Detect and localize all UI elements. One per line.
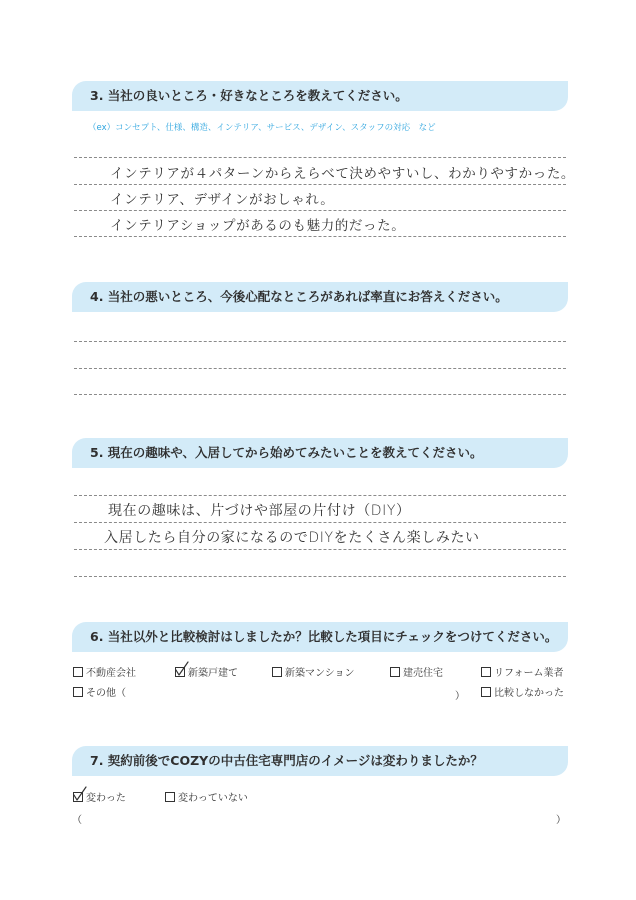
checkbox-none[interactable] bbox=[481, 687, 564, 701]
answer-line bbox=[74, 522, 566, 523]
checkbox-shinchiku-mansion[interactable] bbox=[272, 667, 355, 681]
checkbox-box[interactable] bbox=[481, 667, 491, 677]
checkbox-label: 不動産会社 bbox=[86, 668, 136, 679]
check-mark-icon bbox=[175, 661, 189, 677]
answer-line bbox=[74, 341, 566, 342]
checkbox-box[interactable] bbox=[272, 667, 282, 677]
answer-line bbox=[74, 157, 566, 158]
answer-line bbox=[74, 576, 566, 577]
q3-answer-2: インテリア、デザインがおしゃれ。 bbox=[110, 192, 335, 208]
checkbox-box[interactable] bbox=[73, 687, 83, 697]
answer-line bbox=[74, 549, 566, 550]
checkbox-tateuri[interactable] bbox=[390, 667, 443, 681]
checkbox-label: リフォーム業者 bbox=[494, 668, 564, 679]
checkbox-label: 建売住宅 bbox=[403, 668, 443, 679]
checkbox-label: 新築マンション bbox=[285, 668, 355, 679]
q5-answer-1: 現在の趣味は、片づけや部屋の片付け（DIY） bbox=[108, 503, 411, 519]
q5-title: 5. 現在の趣味や、入居してから始めてみたいことを教えてください。 bbox=[72, 438, 568, 468]
checkbox-box[interactable] bbox=[390, 667, 400, 677]
q3-title: 3. 当社の良いところ・好きなところを教えてください。 bbox=[72, 81, 568, 111]
checkbox-shinchiku-kodate[interactable] bbox=[175, 667, 238, 681]
q5-answer-2: 入居したら自分の家になるのでDIYをたくさん楽しみたい bbox=[104, 530, 480, 546]
checkbox-label: 比較しなかった bbox=[494, 688, 564, 699]
q3-examples: （ex）コンセプト、仕様、構造、インテリア、サービス、デザイン、スタッフの対応 など bbox=[88, 123, 436, 133]
answer-line bbox=[74, 495, 566, 496]
checkbox-box[interactable] bbox=[481, 687, 491, 697]
other-close-paren: ） bbox=[455, 691, 465, 702]
answer-line bbox=[74, 394, 566, 395]
answer-line bbox=[74, 368, 566, 369]
q6-title: 6. 当社以外と比較検討はしましたか？比較した項目にチェックをつけてください。 bbox=[72, 622, 568, 652]
answer-line bbox=[74, 210, 566, 211]
checkbox-box[interactable] bbox=[165, 792, 175, 802]
q3-answer-3: インテリアショップがあるのも魅力的だった。 bbox=[110, 218, 406, 234]
comment-close-paren: ） bbox=[556, 815, 566, 826]
comment-open-paren: （ bbox=[72, 815, 82, 826]
checkbox-other[interactable] bbox=[73, 687, 126, 701]
q4-title: 4. 当社の悪いところ、今後心配なところがあれば率直にお答えください。 bbox=[72, 282, 568, 312]
checkbox-label: その他（ bbox=[86, 688, 126, 699]
checkbox-label: 新築戸建て bbox=[188, 668, 238, 679]
checkbox-unchanged[interactable] bbox=[165, 792, 248, 806]
checkbox-label: 変わった bbox=[86, 793, 126, 804]
checkbox-box[interactable] bbox=[73, 667, 83, 677]
checkbox-reform[interactable] bbox=[481, 667, 564, 681]
answer-line bbox=[74, 184, 566, 185]
checkbox-label: 変わっていない bbox=[178, 793, 248, 804]
checkbox-changed[interactable] bbox=[73, 792, 126, 806]
checkbox-fudosan[interactable] bbox=[73, 667, 136, 681]
q7-title: 7. 契約前後でCOZYの中古住宅専門店のイメージは変わりましたか？ bbox=[72, 746, 568, 776]
q3-answer-1: インテリアが４パターンからえらべて決めやすいし、わかりやすかった。 bbox=[110, 166, 576, 182]
check-mark-icon bbox=[73, 786, 87, 802]
checkbox-box[interactable] bbox=[73, 792, 83, 802]
answer-line bbox=[74, 236, 566, 237]
checkbox-box[interactable] bbox=[175, 667, 185, 677]
